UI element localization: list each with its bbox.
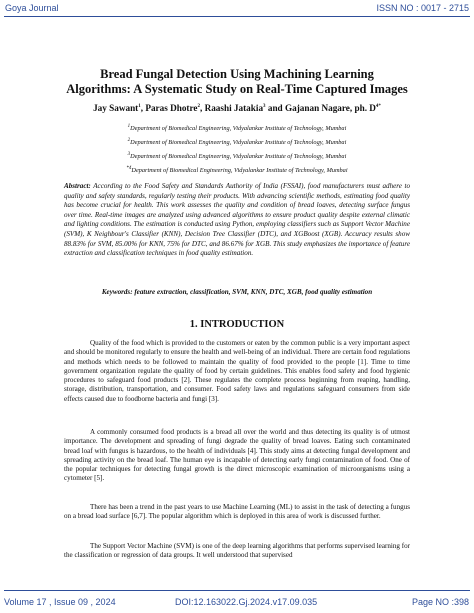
author-4-sup: 4* (375, 103, 381, 109)
author-3-sup: 3 (263, 103, 266, 109)
header-rule (4, 16, 470, 17)
intro-paragraph-2 (64, 428, 410, 484)
abstract-label: Abstract: (64, 182, 91, 190)
author-separator: , (140, 103, 146, 113)
intro-paragraph-1 (64, 339, 410, 404)
affiliation-3 (40, 152, 434, 160)
issn-number: ISSN NO : 0017 - 2715 (376, 3, 469, 13)
affiliation-4 (40, 166, 434, 174)
footer-rule (4, 590, 470, 591)
paragraph-text: The Support Vector Machine (SVM) is one of the deep learning algorithms that performs supervised learning for the classification or regression of data groups. It well understood that supervised (64, 542, 410, 560)
author-separator: , (199, 103, 205, 113)
title-line-2: Algorithms: A Systematic Study on Real-Time Captured Images (66, 82, 408, 96)
doi: DOI:12.163022.Gj.2024.v17.09.035 (175, 597, 318, 607)
volume-info: Volume 17 , Issue 09 , 2024 (4, 597, 116, 607)
page-number: Page NO :398 (411, 597, 469, 607)
affiliation-text: Department of Biomedical Engineering, Vidyalankar Institute of Technology, Mumbai (130, 139, 347, 147)
paragraph-text: Quality of the food which is provided to the customers or eaten by the common public is a very important aspect and should be monitored regularly to ensure the health and well-being of an individual. There are certain food regulations and methods which needs to be followed to maintain the quality of food provided to the people [1]. Time to time government organization regulate the quality of food by certain guidelines. This enables food safety and food hygienic procedures to safeguard food products [2]. These regulates the complete process beginning from reaping, handling, storage, distribution, transportation, and consumer. Food safety laws and regulations safeguard consumers from side effects caused due to foodborne bacteria and fungi [3]. (64, 339, 410, 403)
keywords: Keywords: feature extraction, classification, SVM, KNN, DTC, XGB, food quality estimation (101, 288, 373, 296)
affiliation-1 (40, 124, 434, 132)
author-separator: and (265, 103, 285, 113)
author-1: Jay Sawant (93, 103, 139, 113)
author-list (30, 103, 444, 113)
author-3: Raashi Jatakia (204, 103, 264, 113)
affiliation-sup: 1 (127, 124, 131, 129)
affiliation-sup: *4 (126, 166, 132, 171)
paragraph-text: A commonly consumed food products is a bread all over the world and thus detecting its quality is of utmost importance. The development and spreading of fungi degrade the quality of bread loaves. Eating such contaminated bread loaf with fungus is hazardous, to the health of individuals [4]. This study aims at detecting fungal development and spreading activity on the bread loaf. The human eye is incapable of detecting early fungi contamination of food. One of the popular techniques for detecting fungal growth is the direct microscopic examination of microorganisms using a cytometer [5]. (64, 428, 410, 483)
intro-paragraph-4 (64, 542, 410, 561)
affiliation-sup: 3 (127, 152, 131, 157)
author-2: Paras Dhotre (145, 103, 198, 113)
page-header (0, 0, 474, 18)
abstract-text: According to the Food Safety and Standards Authority of India (FSSAI), food manufacturers must adhere to quality and safety standards, regularly testing their products. With advancing scientific methods, estimating food quality has become crucial for health. This work assesses the quality and condition of bread loaves, detecting surface fungus over time. Real-time images are analyzed using advanced algorithms to ensure product quality despite external climatic and lighting conditions. The estimation is conducted using Python, employing classifiers such as Support Vector Machine (SVM), K Neighbour's Classifier (KNN), Decision Tree Classifier (DTC), and XGBoost (XGB). Accuracy results show 88.83% for SVM, 85.00% for KNN, 75% for DTC, and 86.67% for XGB. This study emphasizes the importance of feature extraction and classification techniques in food quality estimation. (64, 182, 410, 258)
author-2-sup: 2 (197, 103, 200, 109)
paragraph-text: There has been a trend in the past years to use Machine Learning (ML) to assist in the task of detecting a fungus on a bread load surface [6,7]. The popular algorithm which is deployed in this area of work is discussed further. (64, 503, 410, 521)
affiliation-text: Department of Biomedical Engineering, Vidyalankar Institute of Technology, Mumbai (130, 153, 347, 161)
affiliation-sup: 2 (127, 138, 131, 143)
intro-paragraph-3 (64, 503, 410, 522)
affiliation-2 (40, 138, 434, 146)
paper-title (40, 67, 434, 97)
page-footer (0, 590, 474, 613)
abstract (64, 182, 410, 259)
journal-name: Goya Journal (5, 3, 59, 13)
section-heading: 1. INTRODUCTION (189, 319, 285, 330)
title-line-1: Bread Fungal Detection Using Machining Learning (100, 67, 374, 81)
author-4: Gajanan Nagare, ph. D (284, 103, 376, 113)
affiliation-text: Department of Biomedical Engineering, Vidyalankar Institute of Technology, Mumbai (131, 167, 348, 175)
author-1-sup: 1 (138, 103, 141, 109)
affiliation-text: Department of Biomedical Engineering, Vidyalankar Institute of Technology, Mumbai (130, 125, 347, 133)
